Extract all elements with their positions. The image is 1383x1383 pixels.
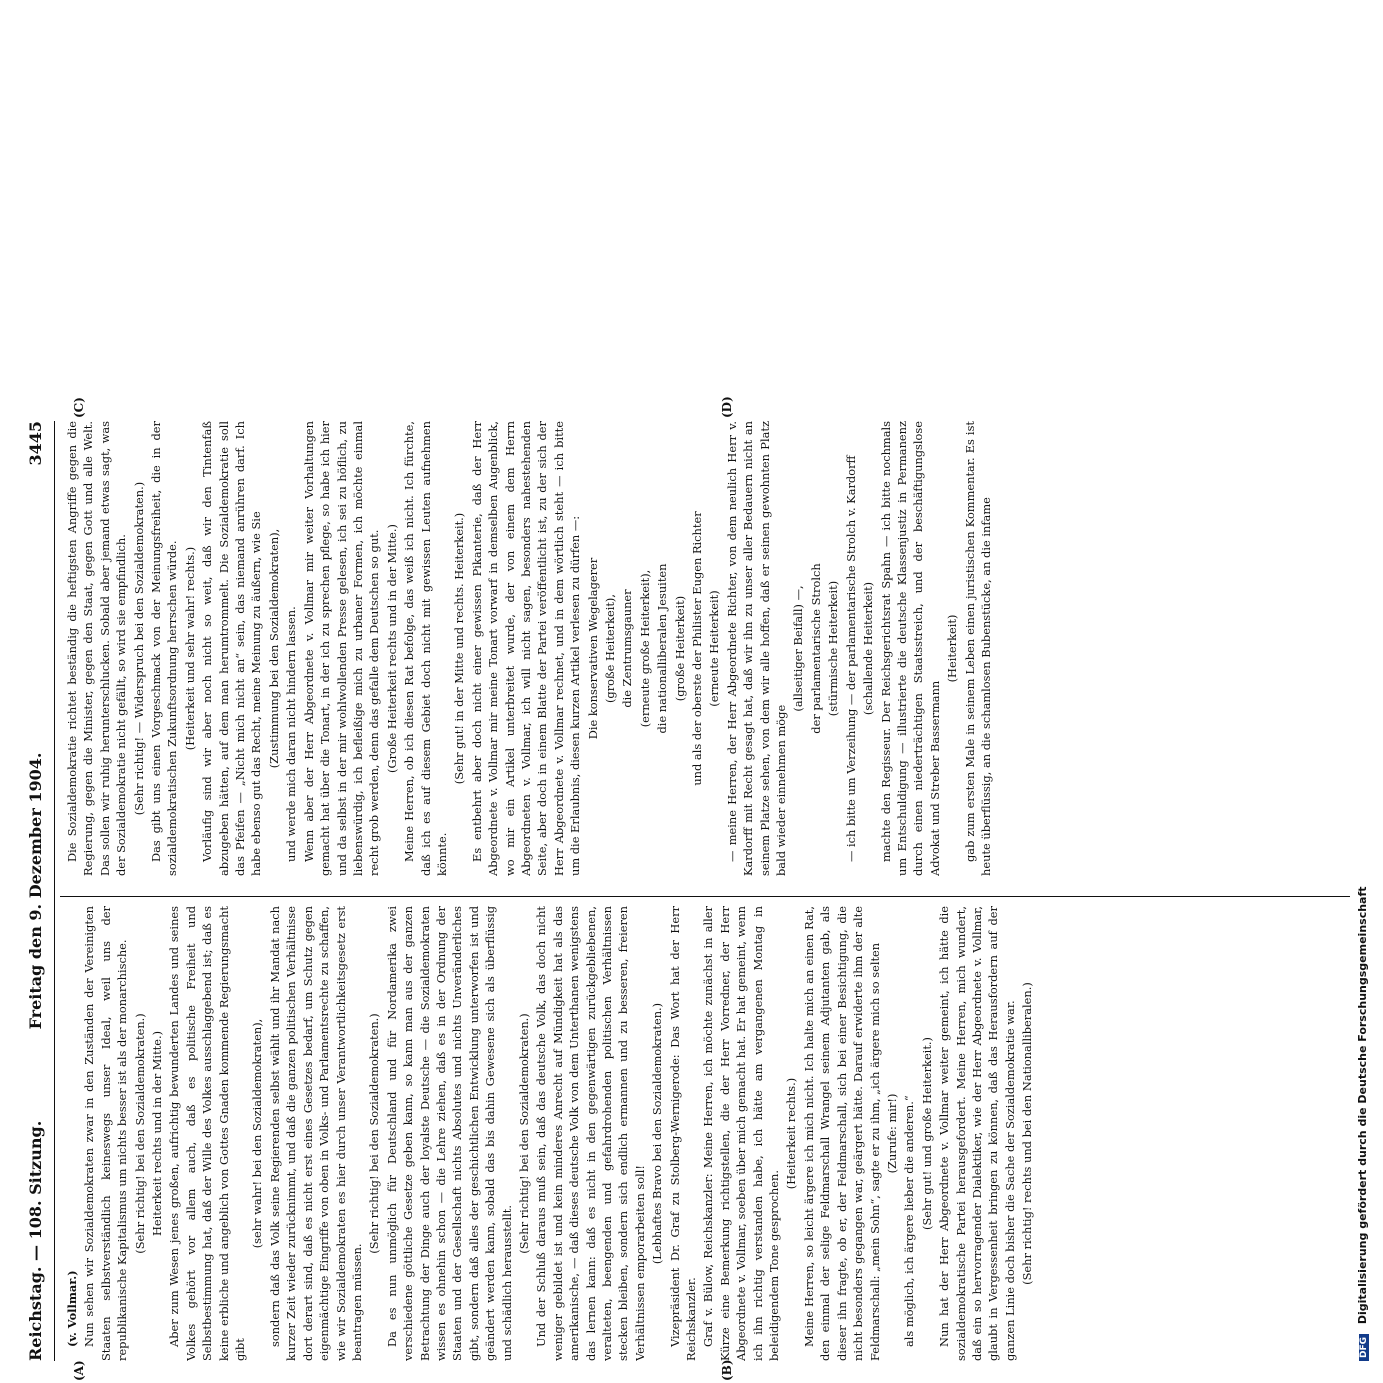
margin-marker-a: (A) xyxy=(72,1360,86,1381)
interjection: (Sehr gut! in der Mitte und rechts. Heiterkeit.) xyxy=(452,512,467,785)
interjection: (Heiterkeit rechts.) xyxy=(784,1077,799,1190)
paragraph: machte den Regisseur. Der Reichsgerichtsrat Spahn — ich bitte nochmals um Entschuldigung — illustrierte die deutsche Klassenjustiz in Permanenz durch einen niederträchtigen Staatsstreich, und der beschäftigungslose Advokat und Streber Bassermann xyxy=(878,421,942,876)
footer-credit: Digitalisierung gefördert durch die Deutsche Forschungsgemeinschaft xyxy=(1356,886,1369,1325)
running-header xyxy=(20,421,54,1361)
interjection: (stürmische Heiterkeit) xyxy=(826,580,841,717)
paragraph: Nun sehen wir Sozialdemokraten zwar in den Zuständen der Vereinigten Staaten selbstverständlich keineswegs unser Ideal, weil uns der republikanische Kapitalismus um nichts besser ist als der monarchische. xyxy=(82,906,130,1361)
interjection: (sehr wahr! bei den Sozialdemokraten), xyxy=(250,1018,265,1249)
paragraph: Da es nun unmöglich für Deutschland und für Nordamerika zwei verschiedene göttliche Gesetze geben kann, so kann man aus der ganzen Betrachtung der Dinge auch der loyalste Deutsche — die Sozialdemokraten wissen es ohnehin schon — die Lehre ziehen, daß es in der Ordnung der Staaten und der Gesellschaft nichts Absolutes und nichts Unveränderliches gibt, sondern daß alles der geschichtlichen Entwicklung unterworfen ist und geändert werden kann, sobald das bis dahin Gewesene sich als überflüssig und schädlich herausstellt. xyxy=(384,906,514,1361)
dfg-logo: DFG xyxy=(1359,1334,1369,1361)
interjection: (schallende Heiterkeit) xyxy=(861,581,876,716)
header-date: Freitag den 9. Dezember 1904. xyxy=(26,752,45,1030)
paragraph: Meine Herren, so leicht ärgere ich mich nicht. Ich halte mich an einen Rat, den einmal der selige Feldmarschall Wrangel seinem Adjutanten gab, als dieser ihn fragte, ob er, der Feldmarschall, sich bei einer Besichtigung, die nicht besonders gegangen war, geärgert hätte. Darauf erwiderte ihm der alte Feldmarschall: „mein Sohn“, sagte er zu ihm, „ich ärgere mich so selten xyxy=(801,906,882,1361)
interjection: (Sehr richtig! — Widerspruch bei den Sozialdemokraten.) xyxy=(131,481,146,816)
left-text-column xyxy=(64,906,1344,1361)
interjection: (erneute große Heiterkeit), xyxy=(637,569,652,728)
paragraph: und werde mich daran nicht hindern lassen. xyxy=(284,606,299,862)
paragraph: — ich bitte um Verzeihung — der parlamentarische Strolch v. Kardorff xyxy=(843,455,858,862)
interjection: die nationalliberalen Jesuiten xyxy=(655,563,670,734)
reichstag-page xyxy=(20,396,1378,1383)
paragraph: Es entbehrt aber doch nicht einer gewissen Pikanterie, daß der Herr Abgeordnete v. Vollmar mir meine Tonart vorwarf in demselben Augenblick, wo mir ein Artikel unterbreitet wurde, der von einem dem Herrn Abgeordneten v. Vollmar, ich will nicht sagen, besonders nahestehenden Seite, aber doch in einem Blatte der Partei veröffentlicht ist, zu der sich der Herr Abgeordnete v. Vollmar rechnet, und in dem wörtlich steht — ich bitte um die Erlaubnis, diesen kurzen Artikel verlesen zu dürfen —: xyxy=(469,421,583,876)
interjection: (Sehr richtig! rechts und bei den Nationalliberalen.) xyxy=(1020,982,1035,1285)
paragraph: Vizepräsident Dr. Graf zu Stolberg-Wernigerode: Das Wort hat der Herr Reichskanzler. xyxy=(667,906,699,1361)
paragraph: Das gibt uns einen Vorgeschmack von der Meinungsfreiheit, die in der sozialdemokratischen Zukunftsordnung herrschen würde. xyxy=(149,421,180,876)
interjection: Heiterkeit rechts und in der Mitte.) xyxy=(150,1030,165,1237)
header-page-number: 3445 xyxy=(26,421,45,466)
interjection: der parlamentarische Strolch xyxy=(808,563,823,734)
interjection: (Sehr gut! und große Heiterkeit.) xyxy=(919,1037,934,1230)
interjection: (große Heiterkeit), xyxy=(603,593,617,704)
paragraph: Und der Schluß daraus muß sein, daß das deutsche Volk, das doch nicht weniger gebildet ist und kein minderes Anrecht auf Mündigkeit hat als das amerikanische, — daß dieses deutsche Volk von dem Unterthanen wenigstens das lernen kann: daß es nicht in den gegenwärtigen zurückgebliebenen, veralteten, beengenden und gefahrdrohenden politischen Verhältnissen stecken bleiben, sondern sich endlich ermannen und zu besseren, freieren Verhältnissen emporarbeiten soll! xyxy=(534,906,647,1361)
paragraph: Graf v. Bülow, Reichskanzler: Meine Herren, ich möchte zunächst in aller Kürze eine Bemerkung richtigstellen, die der Herr Vorredner, der Herr Abgeordnete v. Vollmar, soeben über mich gemacht hat. Er hat gemeint, wenn ich ihn richtig verstanden habe, ich hätte am vergangenen Montag in beleidigendem Tone gesprochen. xyxy=(701,906,782,1361)
interjection: (allseitiger Beifall) —, xyxy=(791,585,806,712)
interjection: (Heiterkeit) xyxy=(945,614,960,683)
paragraph: Meine Herren, ob ich diesen Rat befolge, das weiß ich nicht. Ich fürchte, daß ich es auf diesem Gebiet doch nicht mit gewissen Leuten aufnehmen könnte. xyxy=(402,421,449,876)
digitization-footer xyxy=(1356,421,1374,1361)
interjection: Die konservativen Wegelagerer xyxy=(585,557,600,740)
margin-marker-b: (B) xyxy=(720,1359,734,1381)
paragraph: als möglich, ich ärgere lieber die anderen.“ xyxy=(902,1095,917,1347)
header-rule xyxy=(54,421,55,1361)
speaker-name: (v. Vollmar.) xyxy=(65,1270,79,1347)
interjection: (Lebhaftes Bravo bei den Sozialdemokraten.) xyxy=(650,1002,665,1265)
interjection: und als der oberste der Philister Eugen Richter xyxy=(690,511,705,786)
paragraph: gab zum ersten Male in seinem Leben einen juristischen Kommentar. Es ist heute überflüssig, an die schamlosen Bubenstücke, an die infame xyxy=(962,421,993,876)
interjection: (Große Heiterkeit rechts und in der Mitte.) xyxy=(384,524,399,773)
margin-marker-c: (C) xyxy=(72,397,86,418)
paragraph: Vorläufig sind wir aber noch nicht so weit, daß wir den Tintenfaß abzugeben hätten, auf dem man herumtrommelt. Die Sozialdemokratie soll das Pfeifen — „Nicht mich nicht an“ sein, das niemand anrühren darf. Ich habe ebenso gut das Recht, meine Meinung zu äußern, wie Sie xyxy=(200,421,264,876)
interjection: (Sehr richtig! bei den Sozialdemokraten.) xyxy=(132,1013,147,1254)
header-session: Reichstag. — 108. Sitzung. xyxy=(26,1120,45,1361)
paragraph: Die Sozialdemokratie richtet beständig die heftigsten Angriffe gegen die Regierung, gegen die Minister, gegen den Staat, gegen Gott und alle Welt. Das sollen wir ruhig herunterschlucken. Sobald aber jemand etwas sagt, was der Sozialdemokratie nicht gefällt, so wird sie empfindlich. xyxy=(65,421,129,876)
interjection: (Zustimmung bei den Sozialdemokraten), xyxy=(266,528,281,769)
column-divider xyxy=(60,896,1350,897)
paragraph: — meine Herren, der Herr Abgeordnete Richter, von dem neulich Herr v. Kardorff mit Recht gesagt hat, daß wir ihn zu unser aller Bedauern nicht an seinem Platze sehen, von dem wir alle hoffen, daß er seinen gewohnten Platz bald wieder einnehmen möge xyxy=(724,421,789,876)
interjection: (erneute Heiterkeit) xyxy=(707,590,722,707)
rotated-page-wrapper xyxy=(20,396,1378,1383)
interjection: (große Heiterkeit) xyxy=(672,595,687,702)
paragraph: Nun hat der Herr Abgeordnete v. Vollmar weiter gemeint, ich hätte die sozialdemokratische Partei herausgefordert. Meine Herren, mich wundert, daß ein so hervorragender Dialektiker, wie der Herr Abgeordnete v. Vollmar, glaubt in Vergessenheit bringen zu können, daß das Herausfordern auf der ganzen Linie doch bisher die Sache der Sozialdemokratie war. xyxy=(937,906,1017,1361)
interjection: (Heiterkeit und sehr wahr! rechts.) xyxy=(182,546,197,751)
interjection: die Zentrumsgauner xyxy=(620,589,635,708)
margin-marker-d: (D) xyxy=(720,396,734,418)
interjection: (Zurufe: mir!) xyxy=(884,1093,899,1174)
paragraph: Aber zum Wesen jenes großen, aufrichtig bewunderten Landes und seines Volkes gehört vor allem auch, daß es politische Freiheit und Selbstbestimmung hat, daß der Wille des Volkes ausschlaggebend ist; daß es keine erbliche und angeblich von Gottes Gnaden kommende Regierungsmacht gibt xyxy=(167,906,248,1361)
interjection: (Sehr richtig! bei den Sozialdemokraten.) xyxy=(516,1013,531,1254)
interjection: (Sehr richtig! bei den Sozialdemokraten.) xyxy=(367,1013,382,1254)
paragraph: sondern daß das Volk seine Regierenden selbst wählt und ihr Mandat nach kurzer Zeit wieder zurücknimmt, und daß die ganzen politischen Verhältnisse dort derart sind, daß es nicht erst eines Gesetzes bedarf, um Schutz gegen eigenmächtige Eingriffe von oben in Volks- und Parlamentsrechte zu schaffen, wie wir Sozialdemokraten es hier durch unser Verantwortlichkeitsgesetz erst beantragen müssen. xyxy=(267,906,364,1361)
paragraph: Wenn aber der Herr Abgeordnete v. Vollmar mir weiter Vorhaltungen gemacht hat über die Tonart, in der ich zu sprechen pflege, so habe ich hier und da selbst in der mir wohlwollenden Presse gelesen, ich sei zu höflich, zu liebenswürdig, ich befleißige mich zu urbaner Formen, ich möchte einmal recht grob werden, denn das gefalle dem Deutschen so gut. xyxy=(301,421,382,876)
right-text-column xyxy=(64,421,1344,876)
